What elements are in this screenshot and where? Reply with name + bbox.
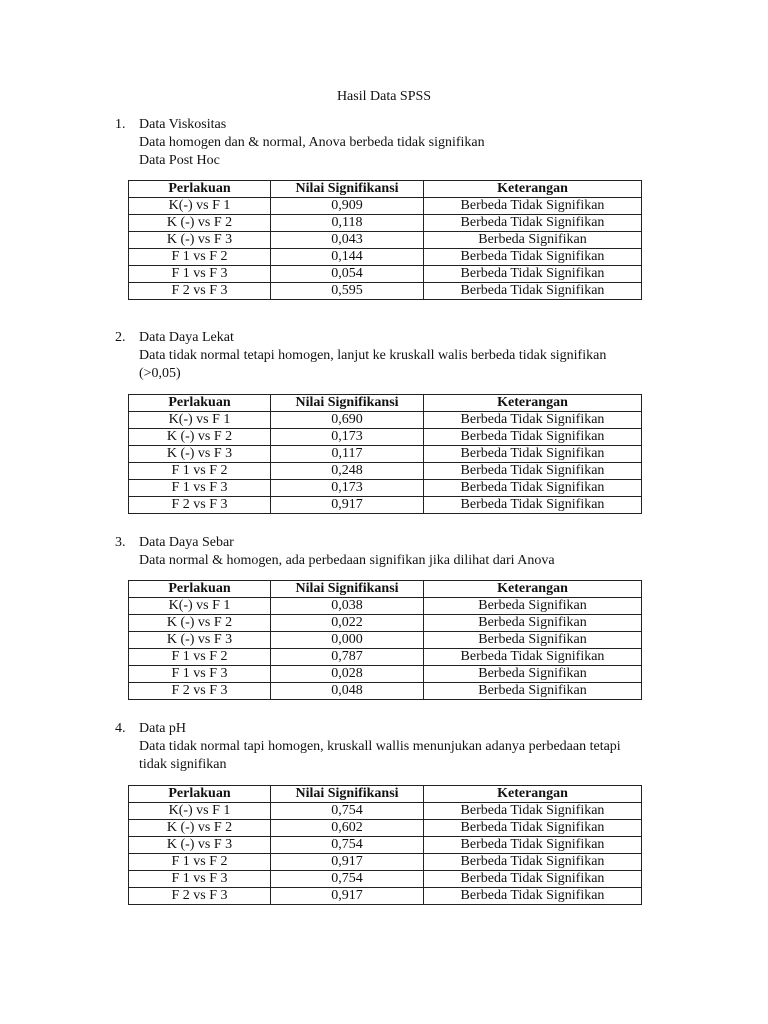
table-row <box>129 249 642 266</box>
table-header-row <box>129 181 642 198</box>
cell-keterangan: Berbeda Signifikan <box>424 632 642 649</box>
table-row <box>129 666 642 683</box>
cell-keterangan: Berbeda Tidak Signifikan <box>424 215 642 232</box>
table-row <box>129 198 642 215</box>
cell-keterangan: Berbeda Tidak Signifikan <box>424 446 642 463</box>
cell-perlakuan: F 2 vs F 3 <box>129 497 271 514</box>
section-number: 4. <box>115 721 126 736</box>
cell-perlakuan: F 2 vs F 3 <box>129 888 271 905</box>
table-row <box>129 649 642 666</box>
section-description <box>139 134 675 170</box>
cell-nilai-signifikansi: 0,754 <box>271 837 424 854</box>
cell-perlakuan: K (-) vs F 3 <box>129 446 271 463</box>
cell-keterangan: Berbeda Tidak Signifikan <box>424 497 642 514</box>
cell-keterangan: Berbeda Tidak Signifikan <box>424 480 642 497</box>
table-row <box>129 283 642 300</box>
column-header: Nilai Signifikansi <box>271 786 424 803</box>
cell-perlakuan: K(-) vs F 1 <box>129 198 271 215</box>
table-row <box>129 429 642 446</box>
description-line: (>0,05) <box>139 366 181 381</box>
cell-keterangan: Berbeda Tidak Signifikan <box>424 198 642 215</box>
column-header: Keterangan <box>424 786 642 803</box>
table-header-row <box>129 395 642 412</box>
cell-nilai-signifikansi: 0,917 <box>271 888 424 905</box>
cell-keterangan: Berbeda Tidak Signifikan <box>424 429 642 446</box>
table-row <box>129 888 642 905</box>
cell-perlakuan: F 1 vs F 2 <box>129 249 271 266</box>
cell-nilai-signifikansi: 0,144 <box>271 249 424 266</box>
cell-perlakuan: K (-) vs F 3 <box>129 632 271 649</box>
cell-keterangan: Berbeda Tidak Signifikan <box>424 820 642 837</box>
section-heading: Data Daya Sebar <box>139 535 234 550</box>
section-daya-sebar <box>115 534 675 570</box>
description-line: Data Post Hoc <box>139 153 220 168</box>
table-row <box>129 803 642 820</box>
section-number: 1. <box>115 117 126 132</box>
column-header: Keterangan <box>424 581 642 598</box>
table-row <box>129 412 642 429</box>
table-row <box>129 232 642 249</box>
cell-nilai-signifikansi: 0,048 <box>271 683 424 700</box>
cell-keterangan: Berbeda Tidak Signifikan <box>424 888 642 905</box>
cell-nilai-signifikansi: 0,028 <box>271 666 424 683</box>
cell-perlakuan: F 1 vs F 3 <box>129 871 271 888</box>
cell-keterangan: Berbeda Signifikan <box>424 598 642 615</box>
section-description <box>139 738 675 774</box>
cell-nilai-signifikansi: 0,038 <box>271 598 424 615</box>
cell-nilai-signifikansi: 0,909 <box>271 198 424 215</box>
description-line: Data tidak normal tapi homogen, kruskall wallis menunjukan adanya perbedaan tetapi <box>139 739 621 754</box>
column-header: Perlakuan <box>129 181 271 198</box>
cell-nilai-signifikansi: 0,118 <box>271 215 424 232</box>
table-row <box>129 480 642 497</box>
cell-perlakuan: F 1 vs F 3 <box>129 266 271 283</box>
section-daya-lekat <box>115 329 675 383</box>
table-header-row <box>129 786 642 803</box>
cell-nilai-signifikansi: 0,602 <box>271 820 424 837</box>
column-header: Nilai Signifikansi <box>271 395 424 412</box>
page-title: Hasil Data SPSS <box>336 89 432 104</box>
cell-nilai-signifikansi: 0,054 <box>271 266 424 283</box>
section-heading: Data pH <box>139 721 187 736</box>
cell-nilai-signifikansi: 0,690 <box>271 412 424 429</box>
section-number: 3. <box>115 535 126 550</box>
cell-perlakuan: K (-) vs F 3 <box>129 837 271 854</box>
cell-perlakuan: K(-) vs F 1 <box>129 598 271 615</box>
cell-nilai-signifikansi: 0,173 <box>271 429 424 446</box>
table-daya-sebar <box>128 580 642 700</box>
cell-perlakuan: K (-) vs F 3 <box>129 232 271 249</box>
table-row <box>129 837 642 854</box>
cell-keterangan: Berbeda Tidak Signifikan <box>424 463 642 480</box>
cell-nilai-signifikansi: 0,043 <box>271 232 424 249</box>
cell-keterangan: Berbeda Tidak Signifikan <box>424 249 642 266</box>
column-header: Keterangan <box>424 181 642 198</box>
cell-perlakuan: F 1 vs F 3 <box>129 666 271 683</box>
cell-nilai-signifikansi: 0,248 <box>271 463 424 480</box>
cell-keterangan: Berbeda Signifikan <box>424 615 642 632</box>
cell-perlakuan: F 2 vs F 3 <box>129 283 271 300</box>
table-row <box>129 446 642 463</box>
cell-perlakuan: F 1 vs F 2 <box>129 463 271 480</box>
section-description <box>139 552 675 570</box>
column-header: Keterangan <box>424 395 642 412</box>
description-line: Data tidak normal tetapi homogen, lanjut ke kruskall walis berbeda tidak signifikan <box>139 348 607 363</box>
cell-perlakuan: F 2 vs F 3 <box>129 683 271 700</box>
cell-perlakuan: K(-) vs F 1 <box>129 803 271 820</box>
description-line: tidak signifikan <box>139 757 227 772</box>
table-header-row <box>129 581 642 598</box>
cell-perlakuan: K (-) vs F 2 <box>129 820 271 837</box>
table-ph <box>128 785 642 905</box>
table-row <box>129 598 642 615</box>
cell-keterangan: Berbeda Tidak Signifikan <box>424 837 642 854</box>
cell-nilai-signifikansi: 0,917 <box>271 497 424 514</box>
table-row <box>129 820 642 837</box>
section-viskositas <box>115 116 675 170</box>
cell-keterangan: Berbeda Tidak Signifikan <box>424 283 642 300</box>
table-row <box>129 871 642 888</box>
table-daya-lekat <box>128 394 642 514</box>
cell-keterangan: Berbeda Tidak Signifikan <box>424 871 642 888</box>
cell-keterangan: Berbeda Tidak Signifikan <box>424 412 642 429</box>
cell-keterangan: Berbeda Tidak Signifikan <box>424 649 642 666</box>
cell-perlakuan: F 1 vs F 3 <box>129 480 271 497</box>
section-ph <box>115 720 675 774</box>
section-heading: Data Viskositas <box>139 117 227 132</box>
cell-nilai-signifikansi: 0,022 <box>271 615 424 632</box>
cell-keterangan: Berbeda Signifikan <box>424 683 642 700</box>
table-row <box>129 463 642 480</box>
section-description <box>139 347 675 383</box>
cell-perlakuan: K (-) vs F 2 <box>129 429 271 446</box>
table-row <box>129 266 642 283</box>
cell-perlakuan: F 1 vs F 2 <box>129 854 271 871</box>
column-header: Nilai Signifikansi <box>271 181 424 198</box>
cell-nilai-signifikansi: 0,595 <box>271 283 424 300</box>
description-line: Data normal & homogen, ada perbedaan signifikan jika dilihat dari Anova <box>139 553 555 568</box>
table-viskositas <box>128 180 642 300</box>
cell-perlakuan: K (-) vs F 2 <box>129 615 271 632</box>
cell-nilai-signifikansi: 0,787 <box>271 649 424 666</box>
column-header: Perlakuan <box>129 581 271 598</box>
cell-perlakuan: F 1 vs F 2 <box>129 649 271 666</box>
cell-nilai-signifikansi: 0,754 <box>271 871 424 888</box>
table-row <box>129 497 642 514</box>
cell-perlakuan: K (-) vs F 2 <box>129 215 271 232</box>
cell-nilai-signifikansi: 0,117 <box>271 446 424 463</box>
cell-perlakuan: K(-) vs F 1 <box>129 412 271 429</box>
table-row <box>129 215 642 232</box>
description-line: Data homogen dan & normal, Anova berbeda tidak signifikan <box>139 135 485 150</box>
cell-keterangan: Berbeda Tidak Signifikan <box>424 854 642 871</box>
column-header: Perlakuan <box>129 786 271 803</box>
section-heading: Data Daya Lekat <box>139 330 234 345</box>
cell-keterangan: Berbeda Tidak Signifikan <box>424 803 642 820</box>
column-header: Nilai Signifikansi <box>271 581 424 598</box>
cell-nilai-signifikansi: 0,173 <box>271 480 424 497</box>
column-header: Perlakuan <box>129 395 271 412</box>
table-row <box>129 854 642 871</box>
table-row <box>129 683 642 700</box>
cell-nilai-signifikansi: 0,754 <box>271 803 424 820</box>
cell-nilai-signifikansi: 0,917 <box>271 854 424 871</box>
cell-nilai-signifikansi: 0,000 <box>271 632 424 649</box>
cell-keterangan: Berbeda Signifikan <box>424 666 642 683</box>
cell-keterangan: Berbeda Tidak Signifikan <box>424 266 642 283</box>
table-row <box>129 615 642 632</box>
section-number: 2. <box>115 330 126 345</box>
cell-keterangan: Berbeda Signifikan <box>424 232 642 249</box>
table-row <box>129 632 642 649</box>
